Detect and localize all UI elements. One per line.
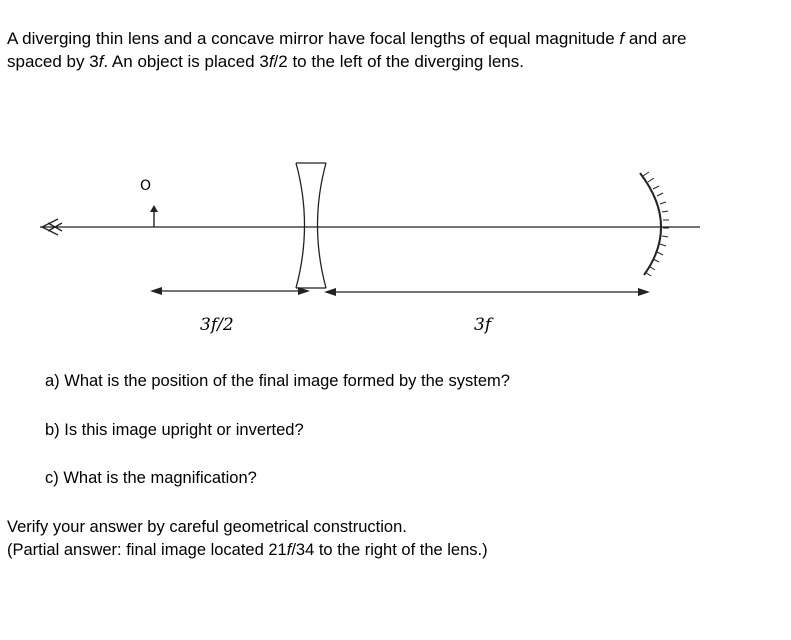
question-a: a) What is the position of the final image formed by the system? [45, 372, 510, 390]
left-distance-label: 3f/2 [200, 315, 234, 335]
verify-note [7, 516, 488, 562]
diverging-lens [296, 163, 326, 288]
right-distance-label: 3f [474, 315, 492, 335]
question-c: c) What is the magnification? [45, 469, 257, 487]
object-arrow [150, 205, 158, 227]
problem-line2: spaced by 3f. An object is placed 3f/2 to the left of the diverging lens. [7, 52, 524, 71]
distance-arrow-left [150, 287, 310, 295]
verify-line1: Verify your answer by careful geometrical construction. [7, 518, 407, 536]
object-label: O [140, 178, 152, 194]
distance-arrow-right [324, 288, 650, 296]
partial-answer: (Partial answer: final image located 21f/34 to the right of the lens.) [7, 541, 488, 559]
optics-diagram [0, 150, 791, 350]
concave-mirror [640, 172, 669, 276]
question-b: b) Is this image upright or inverted? [45, 421, 304, 439]
problem-line1: A diverging thin lens and a concave mirror have focal lengths of equal magnitude f and are [7, 29, 687, 48]
problem-statement [7, 27, 767, 73]
